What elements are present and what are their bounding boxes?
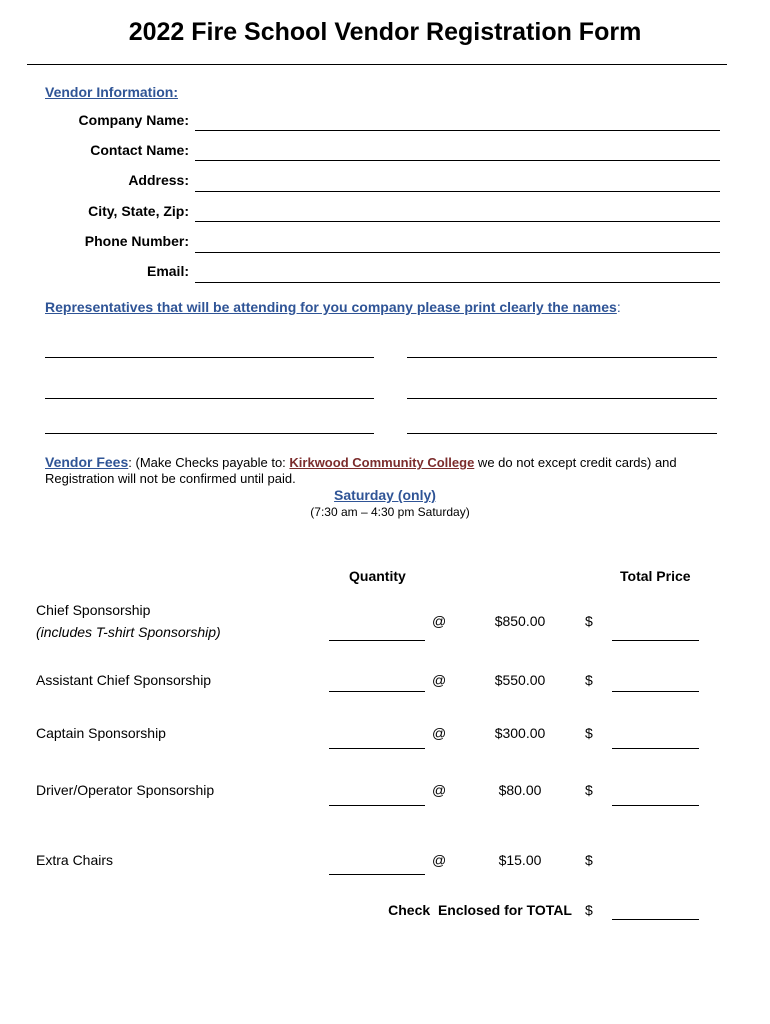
currency-symbol: $ (585, 902, 593, 918)
representative-name-line-3[interactable] (45, 398, 374, 399)
currency-symbol: $ (585, 672, 593, 688)
currency-symbol: $ (585, 852, 593, 868)
chief-sponsorship-note: (includes T-shirt Sponsorship) (36, 624, 221, 640)
title-divider (27, 64, 727, 65)
quantity-header: Quantity (349, 568, 406, 584)
currency-symbol: $ (585, 613, 593, 629)
assistant-chief-sponsorship-quantity-field[interactable] (329, 691, 425, 692)
captain-sponsorship-total-field[interactable] (612, 748, 699, 749)
vendor-fees-text-2: we do not except credit cards) and (474, 455, 677, 470)
representatives-heading-row (45, 299, 621, 315)
at-symbol: @ (432, 852, 447, 868)
extra-chairs-price: $15.00 (498, 852, 542, 868)
address-field[interactable] (195, 191, 720, 192)
chief-sponsorship-quantity-field[interactable] (329, 640, 425, 641)
vendor-fees-text-3: Registration will not be confirmed until paid. (45, 471, 296, 486)
chief-sponsorship-price: $850.00 (494, 613, 546, 629)
at-symbol: @ (432, 725, 447, 741)
city-state-zip-field[interactable] (195, 221, 720, 222)
city-state-zip-label: City, State, Zip: (88, 203, 189, 219)
extra-chairs-quantity-field[interactable] (329, 874, 425, 875)
contact-name-label: Contact Name: (90, 142, 189, 158)
phone-number-field[interactable] (195, 252, 720, 253)
representative-name-line-5[interactable] (45, 433, 374, 434)
driver-operator-sponsorship-total-field[interactable] (612, 805, 699, 806)
contact-name-field[interactable] (195, 160, 720, 161)
currency-symbol: $ (585, 725, 593, 741)
company-name-label: Company Name: (78, 112, 189, 128)
assistant-chief-sponsorship-price: $550.00 (494, 672, 546, 688)
representatives-heading: Representatives that will be attending for you company please print clearly the names (45, 299, 617, 315)
form-title: 2022 Fire School Vendor Registration Form (128, 18, 642, 46)
at-symbol: @ (432, 672, 447, 688)
at-symbol: @ (432, 613, 447, 629)
chief-sponsorship-label: Chief Sponsorship (36, 602, 151, 618)
representative-name-line-6[interactable] (407, 433, 717, 434)
vendor-fees-heading: Vendor Fees (45, 454, 129, 470)
vendor-fees-paragraph (45, 454, 745, 487)
saturday-heading: Saturday (only) (334, 487, 436, 503)
assistant-chief-sponsorship-total-field[interactable] (612, 691, 699, 692)
representative-name-line-4[interactable] (407, 398, 717, 399)
address-label: Address: (128, 172, 189, 188)
total-price-header: Total Price (620, 568, 691, 584)
representatives-colon: : (616, 299, 621, 315)
payee-name: Kirkwood Community College (289, 455, 475, 470)
saturday-hours: (7:30 am – 4:30 pm Saturday) (310, 505, 470, 519)
captain-sponsorship-label: Captain Sponsorship (36, 725, 166, 741)
chief-sponsorship-total-field[interactable] (612, 640, 699, 641)
driver-operator-sponsorship-price: $80.00 (498, 782, 542, 798)
saturday-heading-row (0, 487, 770, 503)
total-amount-field[interactable] (612, 919, 699, 920)
captain-sponsorship-quantity-field[interactable] (329, 748, 425, 749)
driver-operator-sponsorship-quantity-field[interactable] (329, 805, 425, 806)
driver-operator-sponsorship-label: Driver/Operator Sponsorship (36, 782, 215, 798)
captain-sponsorship-price: $300.00 (494, 725, 546, 741)
assistant-chief-sponsorship-label: Assistant Chief Sponsorship (36, 672, 212, 688)
vendor-info-heading: Vendor Information: (45, 84, 178, 100)
email-label: Email: (146, 263, 189, 279)
at-symbol: @ (432, 782, 447, 798)
extra-chairs-label: Extra Chairs (36, 852, 114, 868)
currency-symbol: $ (585, 782, 593, 798)
vendor-fees-text-1: : (Make Checks payable to: (128, 455, 290, 470)
representative-name-line-1[interactable] (45, 357, 374, 358)
phone-number-label: Phone Number: (84, 233, 189, 249)
check-total-label: Check Enclosed for TOTAL (388, 902, 572, 918)
email-field[interactable] (195, 282, 720, 283)
representative-name-line-2[interactable] (407, 357, 717, 358)
company-name-field[interactable] (195, 130, 720, 131)
